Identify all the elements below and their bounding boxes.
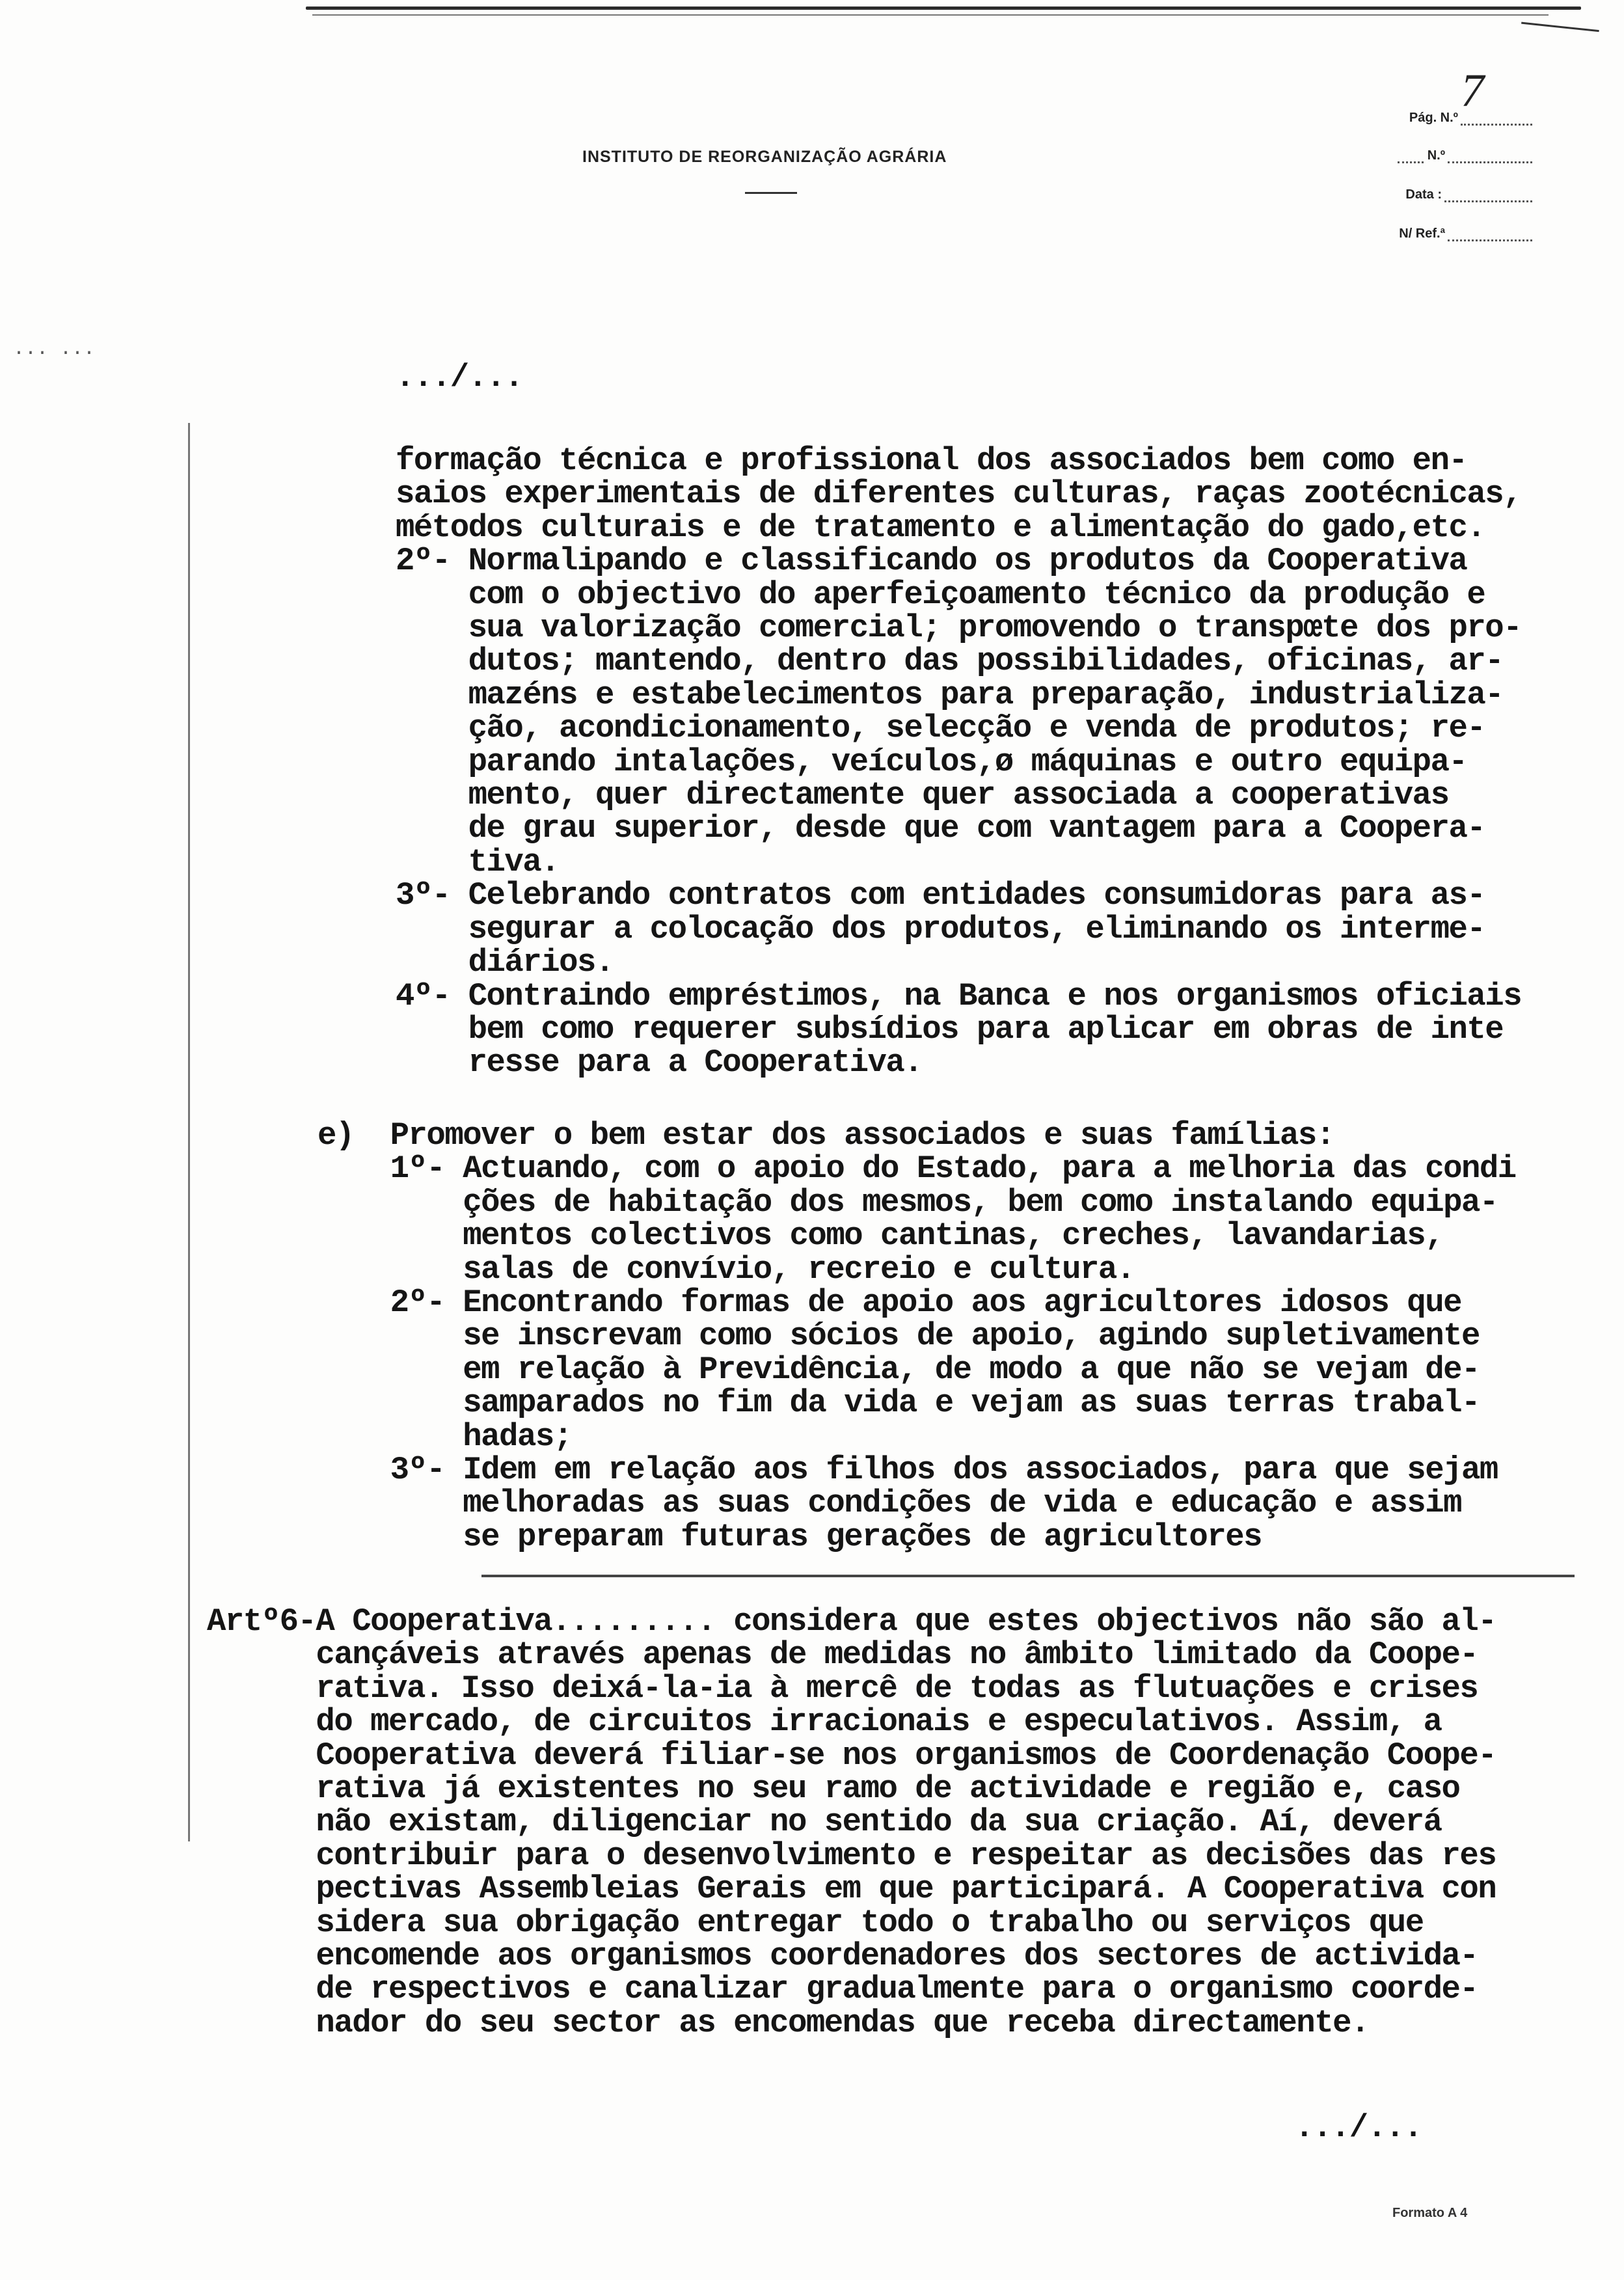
text-line: saios experimentais de diferentes culturas, raças zootécnicas, [396, 476, 1522, 513]
text-line: de grau superior, desde que com vantagem para a Coopera- [396, 810, 1485, 847]
margin-speckle: ... ... [13, 338, 96, 360]
text-line: nador do seu sector as encomendas que receba directamente. [207, 2004, 1369, 2041]
text-line: em relação à Previdência, de modo a que não se vejam de- [318, 1351, 1480, 1388]
text-line: tiva. [396, 843, 560, 880]
top-edge-rule [306, 7, 1581, 10]
text-line: dutos; mantendo, dentro das possibilidades, oficinas, ar- [396, 643, 1504, 680]
corner-mark [1521, 0, 1602, 32]
text-line: 1º- Actuando, com o apoio do Estado, para a melhoria das condi [318, 1150, 1516, 1188]
text-line: pectivas Assembleias Gerais em que participará. A Cooperativa con [207, 1871, 1496, 1908]
text-line: sua valorização comercial; promovendo o transpœte dos pro- [396, 610, 1522, 647]
text-line: ções de habitação dos mesmos, bem como instalando equipa- [318, 1184, 1498, 1221]
ref-nref-line [1399, 226, 1532, 241]
continuation-bottom: .../... [1295, 2110, 1422, 2146]
left-margin-bar [188, 423, 190, 1841]
text-line: segurar a colocação dos produtos, eliminando os interme- [396, 910, 1485, 947]
text-line: 3º- Celebrando contratos com entidades consumidoras para as- [396, 877, 1485, 914]
text-line: formação técnica e profissional dos associados bem como en- [396, 442, 1467, 479]
text-line: do mercado, de circuitos irracionais e especulativos. Assim, a [207, 1703, 1442, 1741]
struck-through-line [481, 1567, 1575, 1584]
ref-nref-dots [1448, 228, 1532, 241]
institute-title: INSTITUTO DE REORGANIZAÇÃO AGRÁRIA [582, 148, 947, 166]
text-line: cançáveis através apenas de medidas no âmbito limitado da Coope- [207, 1636, 1478, 1674]
ref-data-line [1405, 187, 1532, 202]
strike-scribble [481, 1575, 1575, 1577]
paper-format-footer: Formato A 4 [1392, 2206, 1468, 2220]
text-line: com o objectivo do aperfeiçoamento técnico da produção e [396, 576, 1485, 613]
text-line: e) Promover o bem estar dos associados e suas famílias: [318, 1117, 1334, 1154]
ref-pag-label: Pág. N.º [1409, 111, 1458, 125]
text-line: 2º- Normalipando e classificando os produtos da Cooperativa [396, 543, 1467, 580]
text-line: hadas; [318, 1418, 572, 1455]
text-line: diários. [396, 944, 614, 981]
ref-n-line [1398, 148, 1532, 163]
article-6-block [207, 1605, 1496, 2040]
text-line: contribuir para o desenvolvimento e respeitar as decisões das res [207, 1837, 1496, 1874]
list-items-block [396, 444, 1521, 1080]
ref-data-label: Data : [1405, 187, 1442, 202]
text-line: sidera sua obrigação entregar todo o trabalho ou serviços que [207, 1904, 1424, 1941]
text-line: mentos colectivos como cantinas, creches, lavandarias, [318, 1217, 1444, 1255]
ref-n-label: N.º [1427, 148, 1445, 163]
text-line: não existam, diligenciar no sentido da sua criação. Aí, deverá [207, 1804, 1442, 1841]
text-line: parando intalações, veículos,ø máquinas e outro equipa- [396, 743, 1467, 780]
top-edge-rule-secondary [312, 14, 1549, 16]
text-line: salas de convívio, recreio e cultura. [318, 1251, 1135, 1288]
page-number-handwritten: 7 [1461, 64, 1484, 116]
text-line: se preparam futuras gerações de agricultores [318, 1518, 1262, 1555]
text-line: encomende aos organismos coordenadores dos sectores de activida- [207, 1938, 1478, 1975]
ref-pag-line [1409, 111, 1532, 126]
text-line: 4º- Contraindo empréstimos, na Banca e nos organismos oficiais [396, 977, 1522, 1014]
text-line: métodos culturais e de tratamento e alimentação do gado,etc. [396, 509, 1485, 546]
ref-n-dots [1448, 150, 1532, 163]
text-line: Artº6-A Cooperativa......... considera que estes objectivos não são al- [207, 1603, 1496, 1640]
text-line: 2º- Encontrando formas de apoio aos agricultores idosos que [318, 1284, 1462, 1322]
text-line: mento, quer directamente quer associada a cooperativas [396, 777, 1449, 814]
ref-data-dots [1444, 189, 1532, 202]
section-e-block [318, 1119, 1516, 1554]
text-line: rativa. Isso deixá-la-ia à mercê de todas as flutuações e crises [207, 1670, 1478, 1707]
continuation-top: .../... [396, 359, 523, 396]
text-line: de respectivos e canalizar gradualmente para o organismo coorde- [207, 1971, 1478, 2008]
text-line: se inscrevam como sócios de apoio, agindo supletivamente [318, 1318, 1480, 1355]
title-underline [745, 192, 797, 194]
ref-pag-dots [1461, 112, 1532, 126]
text-line: mazéns e estabelecimentos para preparação, industrializa- [396, 676, 1504, 713]
ref-n-lead-dots [1398, 150, 1424, 163]
text-line: Cooperativa deverá filiar-se nos organismos de Coordenação Coope- [207, 1737, 1496, 1774]
text-line: bem como requerer subsídios para aplicar em obras de inte [396, 1011, 1504, 1048]
ref-nref-label: N/ Ref.ª [1399, 226, 1445, 241]
text-line: resse para a Cooperativa. [396, 1044, 923, 1081]
text-line: samparados no fim da vida e vejam as suas terras trabal- [318, 1385, 1480, 1422]
text-line: rativa já existentes no seu ramo de actividade e região e, caso [207, 1771, 1460, 1808]
text-line: ção, acondicionamento, selecção e venda de produtos; re- [396, 710, 1485, 747]
text-line: melhoradas as suas condições de vida e educação e assim [318, 1485, 1462, 1522]
text-line: 3º- Idem em relação aos filhos dos associados, para que sejam [318, 1452, 1498, 1489]
